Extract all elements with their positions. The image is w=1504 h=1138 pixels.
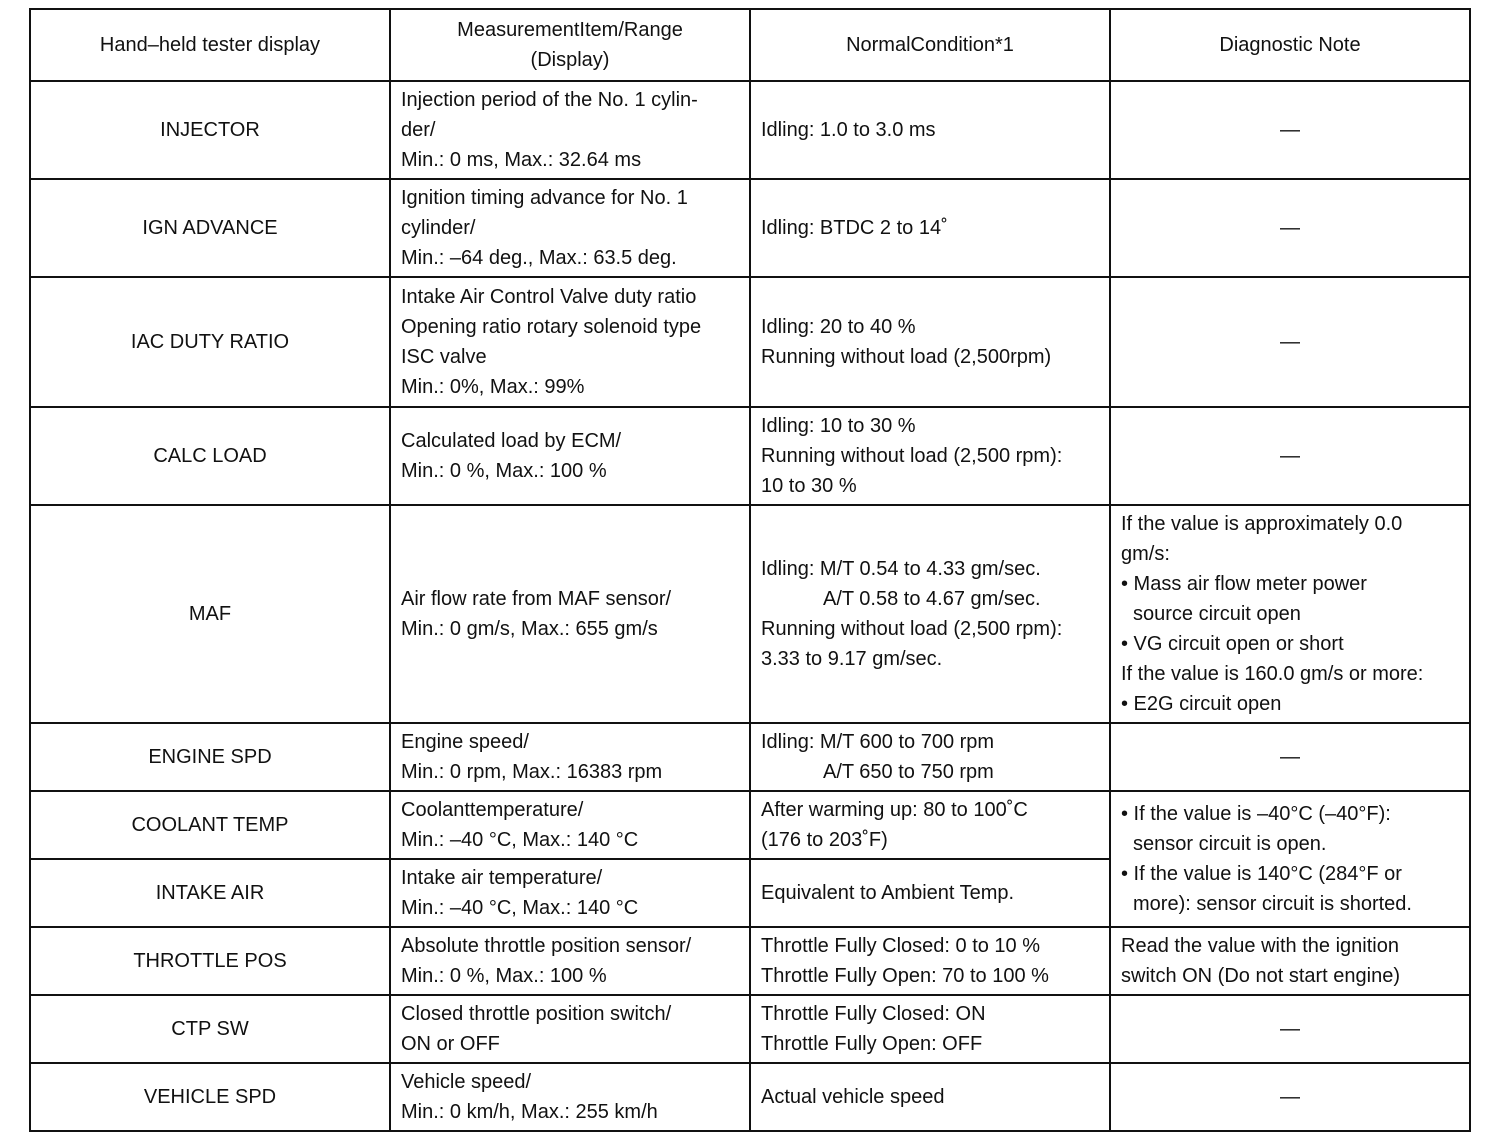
table-row	[30, 1063, 1470, 1131]
table-row	[30, 505, 1470, 723]
cell-line: Idling: 20 to 40 %	[761, 316, 916, 338]
table-row	[30, 927, 1470, 995]
measurement-cell	[390, 859, 750, 927]
diagnostic-note-cell: —	[1110, 179, 1470, 277]
cell-line: Idling: M/T 600 to 700 rpm	[761, 731, 995, 753]
cell-line: Calculated load by ECM/	[401, 430, 622, 452]
cell-line: ISC valve	[401, 346, 487, 368]
cell-line: Min.: 0 %, Max.: 100 %	[401, 460, 607, 482]
cell-line: (176 to 203˚F)	[761, 829, 888, 851]
cell-line: Min.: 0 km/h, Max.: 255 km/h	[401, 1101, 658, 1123]
row-name-cell: COOLANT TEMP	[30, 791, 390, 859]
cell-line: Absolute throttle position sensor/	[401, 935, 692, 957]
bullet-item: • VG circuit open or short	[1121, 633, 1344, 655]
table-row	[30, 407, 1470, 505]
table-row	[30, 995, 1470, 1063]
diagnostic-data-table	[29, 8, 1471, 1132]
cell-line: Idling: 1.0 to 3.0 ms	[761, 119, 936, 141]
cell-line: Closed throttle position switch/	[401, 1003, 672, 1025]
diagnostic-note-cell: —	[1110, 723, 1470, 791]
row-name-cell: INTAKE AIR	[30, 859, 390, 927]
normal-condition-cell	[750, 723, 1110, 791]
diagnostic-note-cell	[1110, 791, 1470, 927]
cell-line: Min.: 0 ms, Max.: 32.64 ms	[401, 149, 642, 171]
header-diagnostic-note: Diagnostic Note	[1110, 9, 1470, 81]
normal-condition-cell	[750, 179, 1110, 277]
cell-line: Min.: –64 deg., Max.: 63.5 deg.	[401, 247, 677, 269]
diagnostic-note-cell: —	[1110, 1063, 1470, 1131]
measurement-cell	[390, 505, 750, 723]
normal-condition-cell	[750, 859, 1110, 927]
measurement-cell	[390, 791, 750, 859]
cell-line: A/T 650 to 750 rpm	[823, 761, 994, 783]
measurement-cell	[390, 81, 750, 179]
cell-line: Intake air temperature/	[401, 867, 603, 889]
normal-condition-cell	[750, 1063, 1110, 1131]
measurement-cell	[390, 407, 750, 505]
diagnostic-note-cell	[1110, 505, 1470, 723]
measurement-cell	[390, 1063, 750, 1131]
cell-line: ON or OFF	[401, 1033, 500, 1055]
measurement-cell	[390, 277, 750, 407]
measurement-cell	[390, 995, 750, 1063]
header-measurement-item	[390, 9, 750, 81]
cell-line: A/T 0.58 to 4.67 gm/sec.	[823, 588, 1041, 610]
cell-line: Vehicle speed/	[401, 1071, 532, 1093]
row-name-cell: VEHICLE SPD	[30, 1063, 390, 1131]
cell-line: Coolanttemperature/	[401, 799, 584, 821]
cell-line: Ignition timing advance for No. 1	[401, 187, 688, 209]
cell-line: Opening ratio rotary solenoid type	[401, 316, 702, 338]
table-row	[30, 791, 1470, 859]
header-normal-condition: NormalCondition*1	[750, 9, 1110, 81]
cell-line: Min.: –40 °C, Max.: 140 °C	[401, 829, 639, 851]
header-measurement-line: (Display)	[530, 49, 610, 71]
cell-line: Min.: 0 %, Max.: 100 %	[401, 965, 607, 987]
bullet-item: • Mass air flow meter power	[1121, 573, 1367, 595]
row-name-cell: INJECTOR	[30, 81, 390, 179]
bullet-item: • If the value is 140°C (284°F or	[1121, 863, 1402, 885]
cell-line: If the value is approximately 0.0	[1121, 513, 1403, 535]
bullet-item: • E2G circuit open	[1121, 693, 1282, 715]
table-row	[30, 81, 1470, 179]
table-row	[30, 179, 1470, 277]
cell-line: Running without load (2,500 rpm):	[761, 618, 1063, 640]
normal-condition-cell	[750, 81, 1110, 179]
row-name-cell: IGN ADVANCE	[30, 179, 390, 277]
table-row	[30, 277, 1470, 407]
row-name-cell: ENGINE SPD	[30, 723, 390, 791]
measurement-cell	[390, 927, 750, 995]
bullet-continuation: sensor circuit is open.	[1133, 833, 1327, 855]
cell-line: Idling: BTDC 2 to 14˚	[761, 217, 948, 239]
header-tester-display: Hand–held tester display	[30, 9, 390, 81]
normal-condition-cell	[750, 995, 1110, 1063]
cell-line: Intake Air Control Valve duty ratio	[401, 286, 697, 308]
cell-line: Min.: 0 rpm, Max.: 16383 rpm	[401, 761, 663, 783]
measurement-cell	[390, 179, 750, 277]
cell-line: Min.: –40 °C, Max.: 140 °C	[401, 897, 639, 919]
cell-line: Idling: 10 to 30 %	[761, 415, 916, 437]
row-name-cell: MAF	[30, 505, 390, 723]
cell-line: Throttle Fully Open: 70 to 100 %	[761, 965, 1049, 987]
bullet-continuation: source circuit open	[1133, 603, 1301, 625]
cell-line: switch ON (Do not start engine)	[1121, 965, 1400, 987]
cell-line: Read the value with the ignition	[1121, 935, 1399, 957]
row-name-cell: IAC DUTY RATIO	[30, 277, 390, 407]
cell-line: Injection period of the No. 1 cylin-	[401, 89, 698, 111]
diagnostic-note-cell	[1110, 927, 1470, 995]
row-name-cell: THROTTLE POS	[30, 927, 390, 995]
row-name-cell: CTP SW	[30, 995, 390, 1063]
bullet-item: • If the value is –40°C (–40°F):	[1121, 803, 1391, 825]
row-name-cell: CALC LOAD	[30, 407, 390, 505]
normal-condition-cell	[750, 277, 1110, 407]
cell-line: Idling: M/T 0.54 to 4.33 gm/sec.	[761, 558, 1041, 580]
diagnostic-note-cell: —	[1110, 277, 1470, 407]
cell-line: Running without load (2,500rpm)	[761, 346, 1052, 368]
cell-line: Min.: 0%, Max.: 99%	[401, 376, 585, 398]
cell-line: Engine speed/	[401, 731, 529, 753]
normal-condition-cell	[750, 927, 1110, 995]
table-row	[30, 723, 1470, 791]
cell-line: cylinder/	[401, 217, 476, 239]
diagnostic-note-cell: —	[1110, 407, 1470, 505]
header-measurement-line: MeasurementItem/Range	[457, 19, 683, 41]
cell-line: Throttle Fully Closed: 0 to 10 %	[761, 935, 1041, 957]
cell-line: Equivalent to Ambient Temp.	[761, 882, 1015, 904]
cell-line: Throttle Fully Closed: ON	[761, 1003, 986, 1025]
measurement-cell	[390, 723, 750, 791]
bullet-continuation: more): sensor circuit is shorted.	[1133, 893, 1412, 915]
cell-line: Min.: 0 gm/s, Max.: 655 gm/s	[401, 618, 658, 640]
normal-condition-cell	[750, 407, 1110, 505]
diagnostic-note-cell: —	[1110, 81, 1470, 179]
normal-condition-cell	[750, 505, 1110, 723]
cell-line: 3.33 to 9.17 gm/sec.	[761, 648, 943, 670]
cell-line: Actual vehicle speed	[761, 1086, 945, 1108]
cell-line: gm/s:	[1121, 543, 1170, 565]
diagnostic-note-cell: —	[1110, 995, 1470, 1063]
cell-line: Running without load (2,500 rpm):	[761, 445, 1063, 467]
table-header-row	[30, 9, 1470, 81]
cell-line: der/	[401, 119, 436, 141]
cell-line: If the value is 160.0 gm/s or more:	[1121, 663, 1424, 685]
cell-line: Throttle Fully Open: OFF	[761, 1033, 983, 1055]
cell-line: After warming up: 80 to 100˚C	[761, 799, 1028, 821]
normal-condition-cell	[750, 791, 1110, 859]
cell-line: 10 to 30 %	[761, 475, 857, 497]
cell-line: Air flow rate from MAF sensor/	[401, 588, 672, 610]
